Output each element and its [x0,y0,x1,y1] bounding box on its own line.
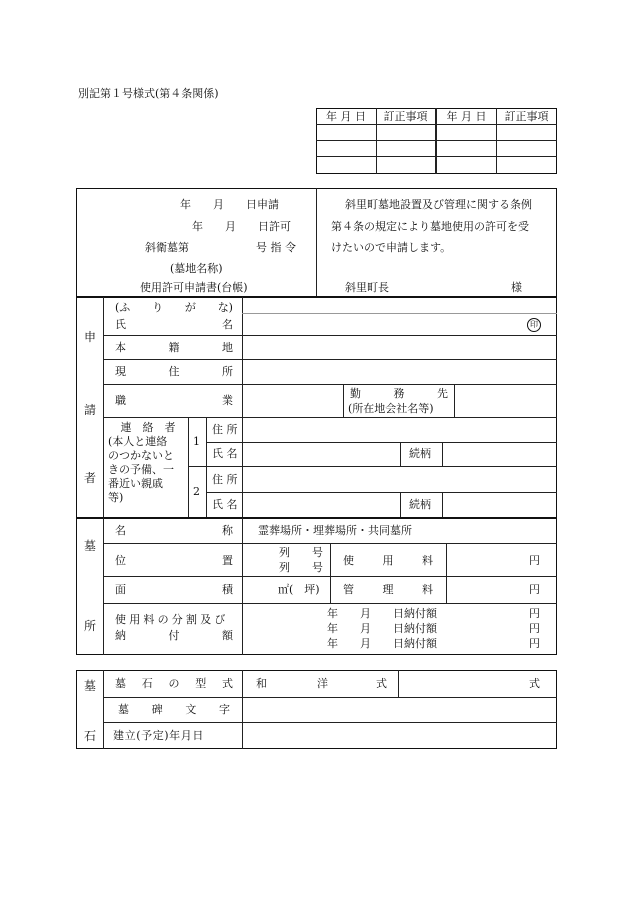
epitaph-label: 墓 碑 文 字 [118,703,230,716]
furigana-label: (ふ り が な) [115,301,233,314]
payment-line-3: 年 月 日納付額 [327,637,437,650]
applicant-side-2: 請 [84,403,97,417]
number-label: 列 号 [279,561,323,574]
tombstone-style-suffix-2: 式 [529,677,540,690]
mayor-label: 斜里町長 [345,281,389,294]
application-body-1: 斜里町墓地設置及び管理に関する条例 [345,198,532,211]
application-body-3: けたいので申請します。 [331,241,452,254]
payment-yen-3: 円 [529,637,540,650]
usage-fee-yen: 円 [529,554,540,567]
payment-yen-2: 円 [529,622,540,635]
contact-1-address-label: 住 所 [212,423,238,436]
installment-label-2: 納 付 額 [115,629,233,642]
usage-fee-label: 使 用 料 [343,554,433,567]
payment-yen-1: 円 [529,607,540,620]
contact-1-name-label: 氏 名 [212,447,238,460]
plot-area-label: 面 積 [115,583,233,596]
tombstone-side-1: 墓 [84,679,97,693]
tombstone-japanese-style: 和 [256,677,267,690]
management-fee-yen: 円 [529,583,540,596]
plot-side-1: 墓 [84,539,97,553]
tombstone-style-suffix: 式 [376,677,387,690]
contact-number-1: 1 [193,435,200,448]
tombstone-western-style: 洋 [317,677,328,690]
contact-2-name-label: 氏 名 [212,498,238,511]
plot-area-unit: ㎡( 坪) [278,583,320,596]
correction-header-item-2: 訂正事項 [504,110,549,123]
erection-date-label: 建立(予定)年月日 [113,729,204,742]
order-suffix: 号 指 令 [256,241,296,254]
plot-name-value: 霊葬場所・埋葬場所・共同墓所 [258,524,412,537]
employer-sub-label: (所在地会社名等) [348,402,434,415]
application-body-2: 第４条の規定により墓地使用の許可を受 [331,220,529,233]
correction-header-item-1: 訂正事項 [383,110,428,123]
management-fee-label: 管 理 料 [343,583,433,596]
contact-2-relation-label: 続柄 [409,498,431,511]
payment-line-1: 年 月 日納付額 [327,607,437,620]
application-date: 年 月 日申請 [180,198,279,211]
honseki-label: 本 籍 地 [115,341,233,354]
permission-date: 年 月 日許可 [192,220,291,233]
employer-label: 勤 務 先 [350,387,448,400]
installment-label: 使用料の分割及び [115,613,229,626]
form-name: 使用許可申請書(台帳) [140,281,248,294]
tombstone-side-2: 石 [84,729,97,743]
row-label: 列 号 [279,546,323,559]
plot-name-label: 名 称 [115,524,233,537]
applicant-side-3: 者 [84,471,97,485]
contact-number-2: 2 [193,485,200,498]
contact-person-label: 連 絡 者 (本人と連絡 のつかないと きの予備、一 番近い親戚 等) [108,421,176,504]
applicant-side-1: 申 [84,330,97,344]
correction-header-date-2: 年 月 日 [446,110,487,123]
cemetery-name-label: (墓地名称) [170,262,223,275]
plot-location-label: 位 置 [115,554,233,567]
tombstone-type-label: 墓 石 の 型 式 [115,677,233,690]
contact-2-address-label: 住 所 [212,473,238,486]
order-prefix: 斜衛墓第 [145,241,189,254]
contact-1-relation-label: 続柄 [409,447,431,460]
mayor-honorific: 様 [511,281,522,294]
payment-line-2: 年 月 日納付額 [327,622,437,635]
seal-mark-icon: 印 [527,318,541,332]
correction-header-date-1: 年 月 日 [326,110,366,123]
page-title: 別記第１号様式(第４条関係) [78,87,219,100]
job-label: 職 業 [115,394,233,407]
address-label: 現 住 所 [115,365,233,378]
name-label: 氏 名 [115,318,233,331]
plot-side-2: 所 [84,619,97,633]
